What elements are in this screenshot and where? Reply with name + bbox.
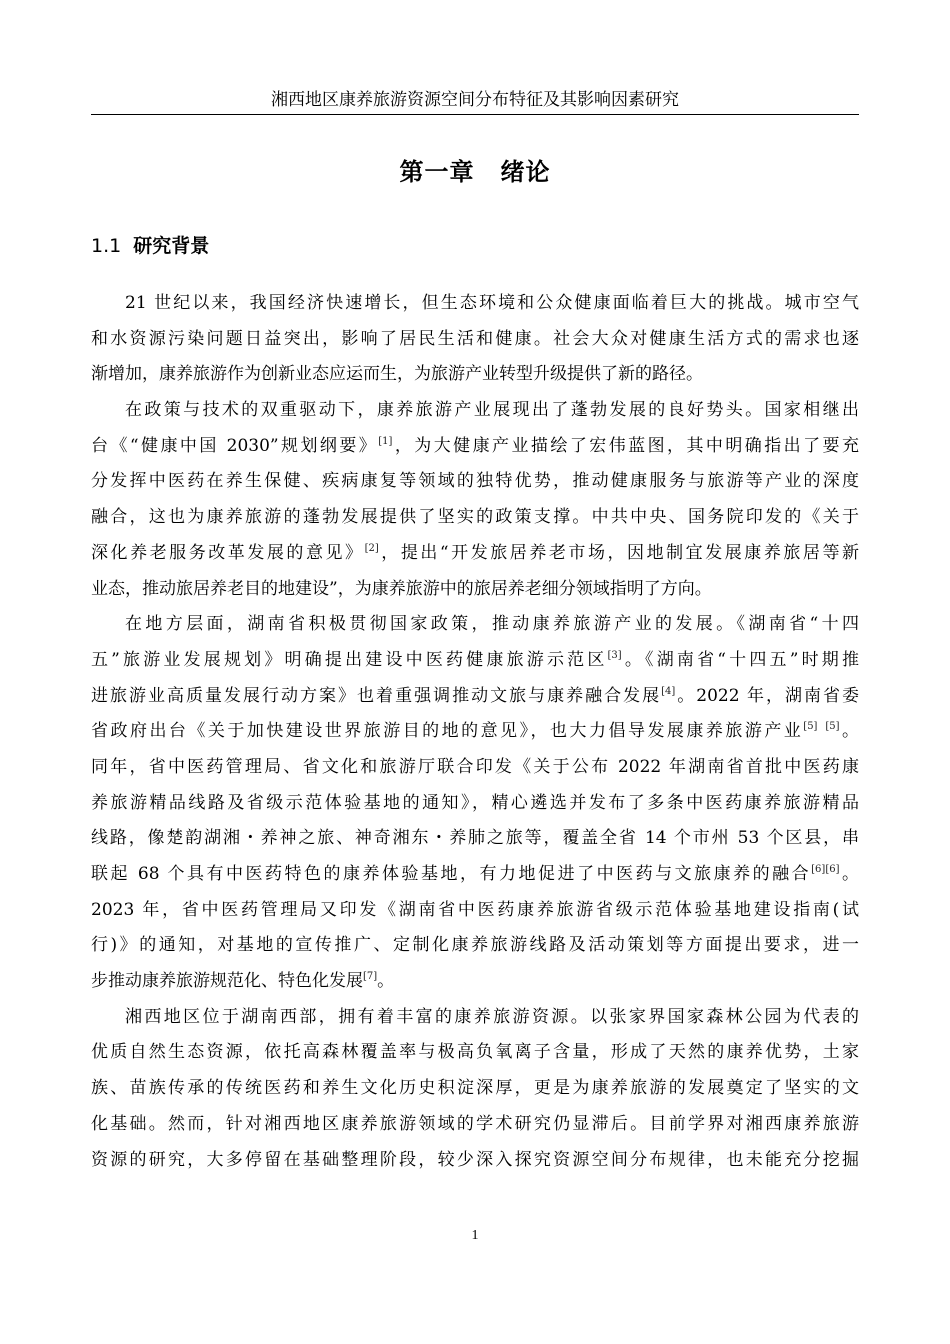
text-line: 在政策与技术的双重驱动下，康养旅游产业展现出了蓬勃发展的良好势头。国家相继出 bbox=[125, 400, 859, 421]
citation: [2] bbox=[364, 542, 379, 554]
text-line: 深化养老服务改革发展的意见》[2]，提出“开发旅居养老市场，因地制宜发展康养旅居等新 bbox=[91, 542, 859, 563]
section-heading bbox=[91, 232, 209, 260]
text-line: 湘西地区位于湖南西部，拥有着丰富的康养旅游资源。以张家界国家森林公园为代表的 bbox=[125, 1006, 859, 1027]
page-number: 1 bbox=[471, 1228, 479, 1243]
text-line: 步推动康养旅游规范化、特色化发展[7]。 bbox=[91, 971, 395, 992]
text-line: 21 世纪以来，我国经济快速增长，但生态环境和公众健康面临着巨大的挑战。城市空气 bbox=[125, 293, 859, 313]
text-line: 在地方层面，湖南省积极贯彻国家政策，推动康养旅游产业的发展。《湖南省“十四 bbox=[125, 614, 859, 635]
text-line: 分发挥中医药在养生保健、疾病康复等领域的独特优势，推动健康服务与旅游等产业的深度 bbox=[91, 471, 859, 492]
text-line: 进旅游业高质量发展行动方案》也着重强调推动文旅与康养融合发展[4]。2022 年，湖南省委 bbox=[91, 685, 859, 706]
text-line: 资源的研究，大多停留在基础整理阶段，较少深入探究资源空间分布规律，也未能充分挖掘 bbox=[91, 1149, 859, 1170]
text-line: 业态，推动旅居养老目的地建设”，为康养旅游中的旅居养老细分领域指明了方向。 bbox=[91, 578, 712, 599]
text-line: 同年，省中医药管理局、省文化和旅游厅联合印发《关于公布 2022 年湖南省首批中医药康 bbox=[91, 756, 859, 777]
text-line: 渐增加，康养旅游作为创新业态应运而生，为旅游产业转型升级提供了新的路径。 bbox=[91, 364, 703, 385]
text-line: 省政府出台《关于加快建设世界旅游目的地的意见》，也大力倡导发展康养旅游产业[5] [5]。 bbox=[91, 721, 860, 742]
paragraph-3 bbox=[91, 607, 859, 1000]
text-line: 优质自然生态资源，依托高森林覆盖率与极高负氧离子含量，形成了天然的康养优势，土家 bbox=[91, 1042, 859, 1063]
text-line: 化基础。然而，针对湘西地区康养旅游领域的学术研究仍显滞后。目前学界对湘西康养旅游 bbox=[91, 1113, 859, 1134]
text-line: 融合，这也为康养旅游的蓬勃发展提供了坚实的政策支撑。中共中央、国务院印发的《关于 bbox=[91, 507, 859, 528]
citation: [6] bbox=[825, 864, 840, 875]
text-line: 行)》的通知，对基地的宣传推广、定制化康养旅游线路及活动策划等方面提出要求，进一 bbox=[91, 935, 859, 956]
body-text bbox=[91, 286, 859, 1178]
citation: [1] bbox=[378, 435, 393, 447]
chapter-name: 绪论 bbox=[500, 158, 551, 186]
citation: [6] bbox=[811, 864, 826, 875]
text-line: 五”旅游业发展规划》明确提出建设中医药健康旅游示范区[3]。《湖南省“十四五”时期推 bbox=[91, 649, 859, 670]
text-line: 2023 年，省中医药管理局又印发《湖南省中医药康养旅游省级示范体验基地建设指南(试 bbox=[91, 899, 859, 920]
running-header: 湘西地区康养旅游资源空间分布特征及其影响因素研究 bbox=[91, 88, 859, 115]
paragraph-1 bbox=[91, 286, 859, 393]
chapter-title bbox=[91, 157, 859, 187]
citation: [5] bbox=[803, 721, 818, 733]
chapter-label: 第一章 bbox=[399, 158, 475, 186]
text-line: 养旅游精品线路及省级示范体验基地的通知》，精心遴选并发布了多条中医药康养旅游精品 bbox=[91, 792, 859, 813]
text-line: 线路，像楚韵湖湘・养神之旅、神奇湘东・养肺之旅等，覆盖全省 14 个市州 53 个区县，串 bbox=[91, 828, 859, 849]
paragraph-2 bbox=[91, 393, 859, 607]
text-line: 联起 68 个具有中医药特色的康养体验基地，有力地促进了中医药与文旅康养的融合[6][6]。 bbox=[91, 864, 859, 884]
text-line: 和水资源污染问题日益突出，影响了居民生活和健康。社会大众对健康生活方式的需求也逐 bbox=[91, 328, 859, 349]
citation: [4] bbox=[661, 685, 676, 697]
citation: [3] bbox=[607, 649, 622, 661]
section-number: 1.1 bbox=[91, 235, 122, 257]
section-title: 研究背景 bbox=[133, 235, 210, 257]
citation: [5] bbox=[825, 721, 840, 733]
paragraph-4 bbox=[91, 1000, 859, 1178]
text-line: 台《“健康中国 2030”规划纲要》[1]，为大健康产业描绘了宏伟蓝图，其中明确指出了要充 bbox=[91, 435, 859, 456]
citation: [7] bbox=[363, 971, 378, 983]
text-line: 族、苗族传承的传统医药和养生文化历史积淀深厚，更是为康养旅游的发展奠定了坚实的文 bbox=[91, 1078, 859, 1099]
